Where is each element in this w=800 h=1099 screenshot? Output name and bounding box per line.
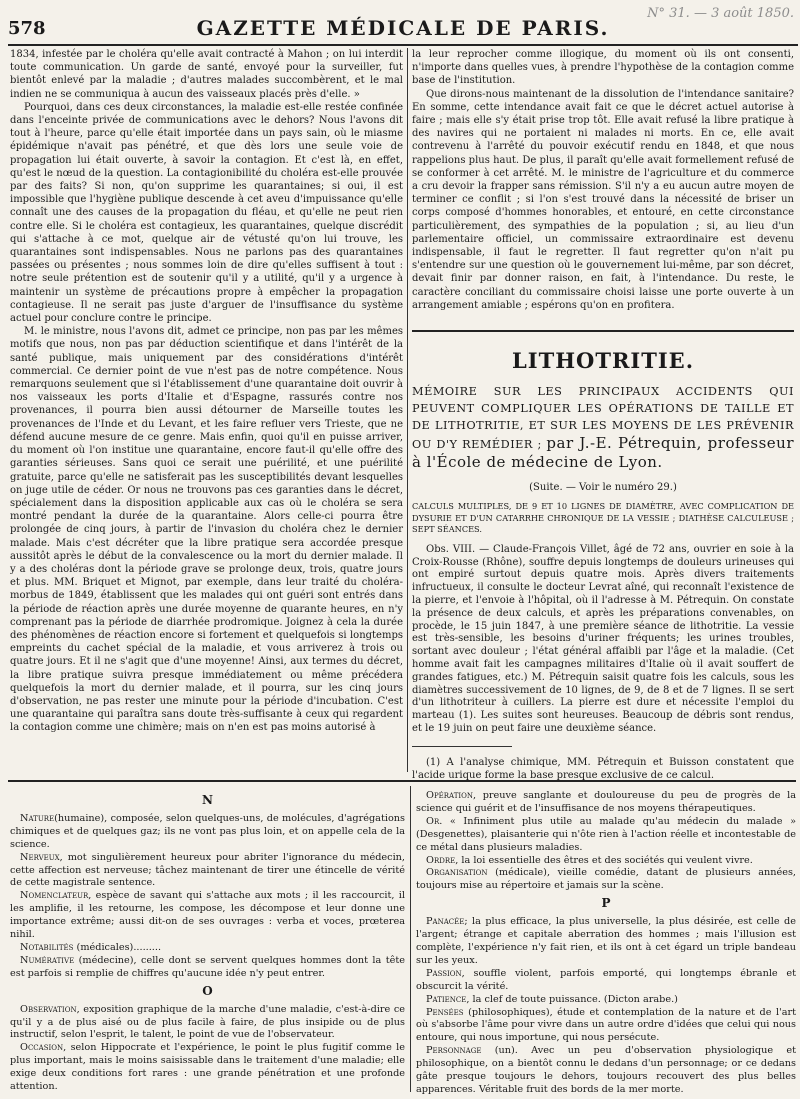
- lithotritie-article: [412, 338, 795, 781]
- glossary-entry: Notabilités (médicales).........: [20, 941, 162, 953]
- glossary-letter-p: P: [601, 896, 611, 911]
- newspaper-title: GAZETTE MÉDICALE DE PARIS.: [196, 16, 610, 40]
- glossary-entry: Nerveux, mot singulièrement heureux pour abriter l'ignorance du médecin, cette affection est nerveuse; tâchez maintenant de tirer une étincelle de vérité de cette magistrale sentence.: [10, 851, 405, 889]
- glossary-entry: Nomenclateur, espèce de savant qui s'attache aux mots ; il les raccourcit, il les amplifie, il les retourne, les compose, les décompose et leur donne une importance extrême; aussi dit-on de ses ouvrages : verba et voces, prœterea nihil.: [10, 890, 405, 941]
- memoire-title-text: MÉMOIRE SUR LES PRINCIPAUX ACCIDENTS QUI PEUVENT COMPLIQUER LES OPÉRATIONS DE TAILLE ET DE LITHOTRITIE, ET SUR LES MOYENS DE LES PRÉVENIR OU D'Y REMÉDIER ;: [412, 385, 794, 451]
- editorial-right-column: [412, 48, 794, 324]
- issue-date-fragment: N° 31. — 3 août 1850.: [647, 6, 794, 21]
- paragraph: Que dirons-nous maintenant de la dissolution de l'intendance sanitaire? En somme, cette intendance avait fait ce que le décret actuel autorise à faire ; mais elle s'y était prise trop tôt. Elle avait refusé la libre pratique à des navires qui ne portaient ni malades ni morts. En ce, elle avait contrevenu à l'arrêté du pouvoir exécutif rendu en 1848, et que nous rappelions plus haut. De plus, il paraît qu'elle avait formellement refusé de se conformer à cet arrêté. M. le ministre de l'agriculture et du commerce a cru devoir la frapper sans rémission. S'il n'y a eu aucun autre moyen de terminer ce conflit ; si l'on s'est trouvé dans la nécessité de briser un corps composé d'hommes honorables, et entouré, en cette circonstance particulièrement, des sympathies de la population ; si, au lieu d'un parlementaire officiel, un commissaire extraordinaire est devenu indispensable, il faut le regretter. Il faut regretter qu'on n'ait pu s'entendre sur une question où le gouvernement lui-même, par son décret, devait finir par donner raison, en fait, à l'intendance. Du reste, le caractère conciliant du commissaire choisi laisse une porte ouverte à un arrangement amiable ; espérons qu'on en profitera.: [412, 88, 794, 311]
- paragraph: M. le ministre, nous l'avons dit, admet ce principe, non pas par les mêmes motifs que nous, non pas par déduction scientifique et dans l'intérêt de la santé publique, mais uniquement par des considérations d'intérêt commercial. Ce dernier point de vue n'est pas de notre compétence. Nous remarquons seulement que si l'établissement d'une quarantaine doit ouvrir à nos vaisseaux les ports d'Italie et d'Espagne, rassurés contre nos provenances, il pourra bien aussi détourner de Marseille toutes les provenances de l'Inde et du Levant, et les faire refluer vers Trieste, que ne défend aucune mesure de ce genre. Mais enfin, quoi qu'il en puisse arriver, du moment où l'on institue une quarantaine, encore faut-il qu'elle offre des garanties sérieuses. Sans quoi ce serait une puérilité, et une puérilité gratuite, parce qu'elle ne satisferait pas les susceptibilités devant lesquelles on juge utile de céder. Or nous ne trouvons pas ces garanties dans le décret, spécialement dans la disposition applicable aux cas où le choléra se sera montré pendant la durée de la quarantaine. Alors celle-ci pourra être prolongée de cinq jours, à partir de l'invasion du choléra chez le dernier malade. Mais c'est décréter que la libre pratique sera accordée presque aussitôt après le début de la convalescence ou la mort du dernier malade. Il y a des choléras dont la période grave se prolonge deux, trois, quatre jours et plus. MM. Briquet et Mignot, par exemple, dans leur traité du choléra-morbus de 1849, établissent que les malades qui ont guéri sont entrés dans la période de réaction après une durée moyenne de quarante heures, en n'y comprenant pas la période de diarrhée prodromique. Joignez à cela la durée des phénomènes de réaction encore si fortement et quelquefois si longtemps empreints du cachet spécial de la maladie, et vous arriverez à trois ou quatre jours. Et il ne s'agit que d'une moyenne! Ainsi, aux termes du décret, la libre pratique suivra presque immédiatement ou même précédera quelquefois la mort du dernier malade, et il pourra, sur les cinq jours d'observation, ne pas rester une minute pour la période d'incubation. C'est une quarantaine qui paraîtra sans doute très-suffisante à ceux qui regardent la contagion comme une chimère; mais on n'en est pas moins autorisé à: [10, 326, 403, 734]
- paragraph: la leur reprocher comme illogique, du moment où ils ont consenti, n'importe dans quelles vues, à prendre l'hypothèse de la contagion comme base de l'institution.: [412, 49, 794, 87]
- feuilleton-divider: [8, 780, 796, 782]
- suite-note: (Suite. — Voir le numéro 29.): [529, 482, 677, 493]
- glossary-right-column: [416, 790, 796, 1095]
- paragraph: 1834, infestée par le choléra qu'elle avait contracté à Mahon ; on lui interdit toute communication. Un garde de santé, envoyé pour la surveiller, fut bientôt enlevé par la maladie ; d'autres malades succombèrent, et le mal indien ne se communiqua à aucun des vaisseaux placés près d'elle. »: [10, 49, 403, 100]
- glossary-entry: Passion, souffle violent, parfois emporté, qui longtemps ébranle et obscurcit la vérité.: [416, 967, 796, 992]
- section-divider: [412, 330, 794, 332]
- glossary-entry: Ordre, la loi essentielle des êtres et des sociétés qui veulent vivre.: [426, 854, 753, 866]
- glossary-entry: Pensées (philosophiques), étude et contemplation de la nature et de l'art où s'absorbe l'âme pour vivre dans un autre ordre d'idées que celui qui nous entoure, qui nous importune, qui nous persécute.: [416, 1006, 796, 1044]
- glossary-entry: Personnage (un). Avec un peu d'observation physiologique et philosophique, on a bientôt connu le dedans d'un personnage; or ce dedans gâte presque toujours le dehors, toujours recouvert des plus belles apparences. Véritable fruit des bords de la mer morte.: [416, 1045, 796, 1095]
- glossary-left-column: [10, 790, 405, 1095]
- section-title: LITHOTRITIE.: [511, 348, 695, 373]
- footnote-rule: [412, 746, 512, 747]
- glossary-entry: Opération, preuve sanglante et douloureuse du peu de progrès de la science qui guérit et de l'insuffisance de nos moyens thérapeutiques.: [416, 790, 796, 814]
- footnote: (1) A l'analyse chimique, MM. Pétrequin et Buisson constatent que l'acide urique forme la base presque exclusive de ce calcul.: [412, 756, 794, 781]
- glossary-entry: Organisation (médicale), vieille comédie, datant de plusieurs années, toujours mise au répertoire et jamais sur la scène.: [416, 867, 796, 892]
- author-line: par J.-E. Pétrequin, professeur à l'École de médecine de Lyon.: [412, 434, 795, 471]
- observation-paragraph: Obs. VIII. — Claude-François Villet, âgé de 72 ans, ouvrier en soie à la Croix-Rousse (Rhône), souffre depuis longtemps de douleurs urineuses qui ont empiré surtout depuis quatre mois. Après divers traitements infructueux, il consulte le docteur Levrat aîné, qui reconnaît l'existence de la pierre, et l'envoie à l'hôpital, où il l'adresse à M. Pétrequin. On constate la présence de deux calculs, et après les préparations convenables, on procède, le 15 juin 1847, à une première séance de lithotritie. La vessie est très-sensible, les besoins d'uriner fréquents; les urines troubles, sortant avec douleur ; l'état général affaibli par l'âge et la maladie. (Cet homme avait fait les campagnes militaires d'Italie où il avait souffert de grandes fatigues, etc.) M. Pétrequin saisit quatre fois les calculs, sous les diamètres successivement de 10 lignes, de 9, de 8 et de 7 lignes. Il se sert d'un lithotriteur à cuillers. La pierre est dure et nécessite l'emploi du marteau (1). Les suites sont heureuses. Beaucoup de débris sont rendus, et le 19 juin on peut faire une deuxième séance.: [412, 543, 794, 734]
- glossary-entry: Patience, la clef de toute puissance. (Dicton arabe.): [426, 993, 678, 1005]
- case-summary: CALCULS MULTIPLES, DE 9 ET 10 LIGNES DE DIAMÈTRE, AVEC COMPLICATION DE DYSURIE ET D'UN CATARRHE CHRONIQUE DE LA VESSIE ; DIATHÈSE CALCULEUSE ; SEPT SÉANCES.: [412, 501, 794, 535]
- column-divider: [407, 48, 408, 772]
- glossary-letter-o: O: [202, 983, 213, 998]
- glossary-column-divider: [410, 786, 411, 1092]
- page-number: 578: [8, 18, 46, 39]
- glossary-entry: Nature(humaine), composée, selon quelques-uns, de molécules, d'agrégations chimiques et de quelques gaz; ils ne vont pas plus loin, et on appelle cela de la science.: [10, 812, 405, 850]
- glossary-entry: Numérative (médecine), celle dont se servent quelques hommes dont la tête est parfois si remplie de chiffres qu'aucune idée n'y peut entrer.: [10, 954, 405, 979]
- glossary-letter-n: N: [202, 793, 213, 807]
- glossary-entry: Observation, exposition graphique de la marche d'une maladie, c'est-à-dire ce qu'il y a de plus aisé ou de plus facile à faire, de plus insipide ou de plus instructif, selon l'esprit, le talent, le point de vue de l'observateur.: [10, 1003, 405, 1041]
- glossary-entry: Or. « Infiniment plus utile au malade qu'au médecin du malade » (Desgenettes), plaisanterie qui n'ôte rien à l'action réelle et incontestable de ce métal dans plusieurs maladies.: [416, 815, 796, 853]
- glossary-entry: Panacée; la plus efficace, la plus universelle, la plus désirée, est celle de l'argent; étrange et capitale aberration des hommes ; mais l'illusion est complète, l'expérience n'y fait rien, et ils ont à cet égard un triple bandeau sur les yeux.: [416, 916, 796, 966]
- memoire-title: [412, 383, 794, 472]
- editorial-left-column: [10, 48, 403, 774]
- page-header: [8, 4, 798, 46]
- glossary-entry: Occasion, selon Hippocrate et l'expérience, le point le plus fugitif comme le plus important, mais le moins saisissable dans le traitement d'une maladie; elle exige deux conditions fort rares : une grande pénétration et une profonde attention.: [10, 1042, 405, 1093]
- paragraph: Pourquoi, dans ces deux circonstances, la maladie est-elle restée confinée dans l'enceinte privée de communications avec le dehors? Nous l'avons dit tout à l'heure, parce qu'elle était importée dans un pays sain, où le miasme épidémique n'avait pas pénétré, et que dès lors une seule voie de propagation lui était ouverte, à savoir la contagion. Et c'est là, en effet, qu'est le nœud de la question. La contagionibilité du choléra est-elle prouvée par des faits? Si non, qu'on supprime les quarantaines; si oui, il est impossible que l'hygiène publique descende à cet aveu d'impuissance qu'elle connaît une des causes de la propagation du fléau, et qu'elle ne peut rien contre elle. Si le choléra est contagieux, les quarantaines, quelque discrédit qui s'attache à ce mot, quelque air de vétusté qu'on lui trouve, les quarantaines sont indispensables. Nous ne parlons pas des quarantaines passées ou présentes ; nous sommes loin de dire qu'elles suffisent à tout : notre seule prétention est de soutenir qu'il y a utilité, qu'il y a urgence à maintenir un système de précautions propre à empêcher la propagation contagieuse. Il ne serait pas juste d'arguer de l'insuffisance du système actuel pour conclure contre le principe.: [10, 101, 403, 325]
